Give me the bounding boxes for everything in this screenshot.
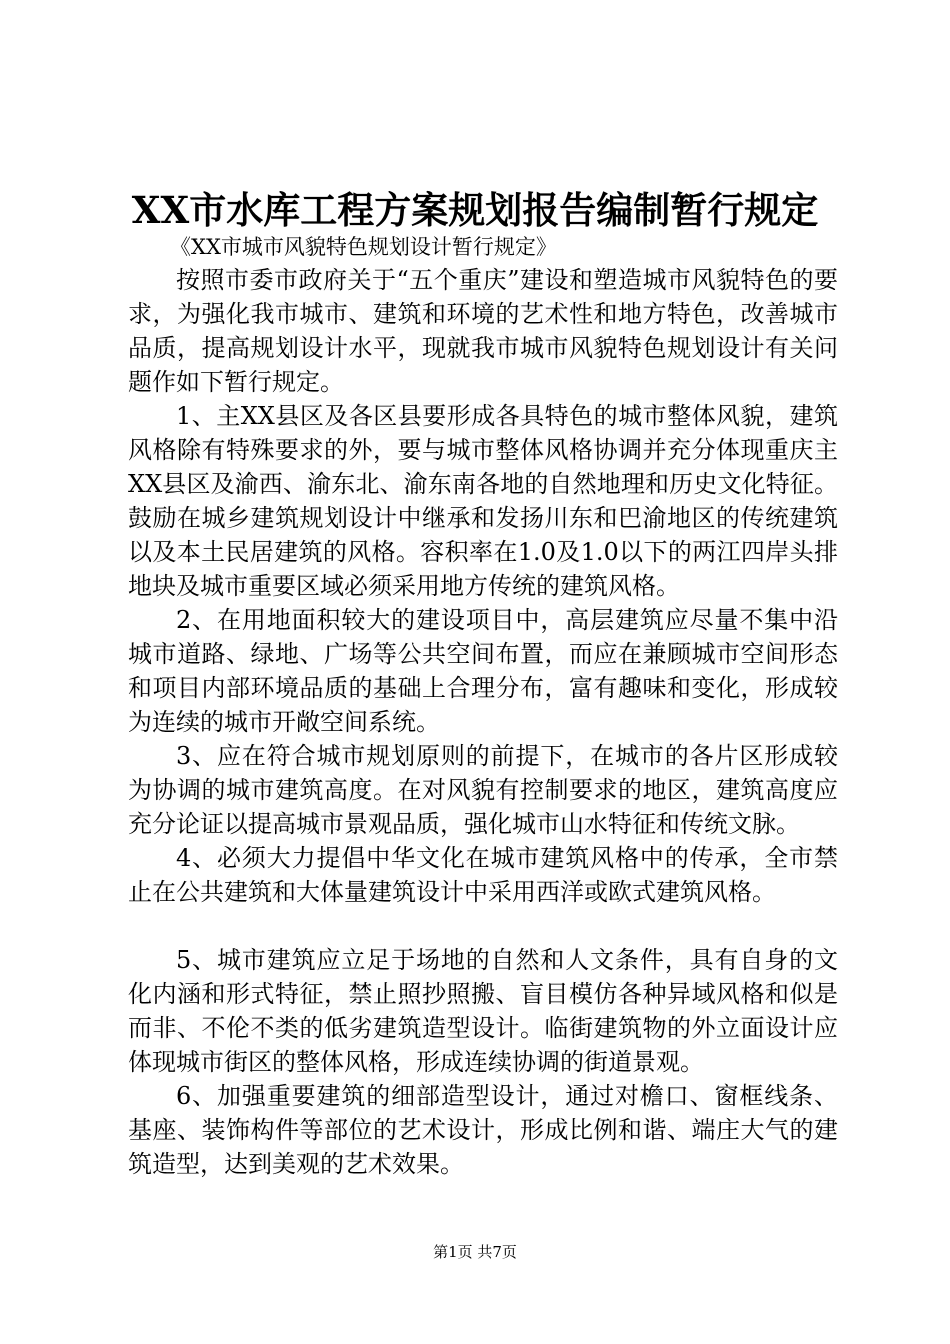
document-body bbox=[128, 232, 838, 1181]
document-subtitle: 《XX市城市风貌特色规划设计暂行规定》 bbox=[170, 235, 557, 259]
paragraph-item-5: 5、城市建筑应立足于场地的自然和人文条件，具有自身的文化内涵和形式特征，禁止照抄照搬、盲目模仿各种异域风格和似是而非、不伦不类的低劣建筑造型设计。临街建筑物的外立面设计应体现城市街区的整体风格，形成连续协调的街道景观。 bbox=[128, 946, 838, 1076]
page-indicator: 第1页 共7页 bbox=[433, 1243, 517, 1261]
paragraph-item-1: 1、主XX县区及各区县要形成各具特色的城市整体风貌，建筑风格除有特殊要求的外，要与城市整体风格协调并充分体现重庆主XX县区及渝西、渝东北、渝东南各地的自然地理和历史文化特征。鼓励在城乡建筑规划设计中继承和发扬川东和巴渝地区的传统建筑以及本土民居建筑的风格。容积率在1.0及1.0以下的两江四岸头排地块及城市重要区域必须采用地方传统的建筑风格。 bbox=[128, 402, 838, 600]
paragraph-item-6: 6、加强重要建筑的细部造型设计，通过对檐口、窗框线条、基座、装饰构件等部位的艺术设计，形成比例和谐、端庄大气的建筑造型，达到美观的艺术效果。 bbox=[128, 1082, 838, 1178]
paragraph-item-4: 4、必须大力提倡中华文化在城市建筑风格中的传承，全市禁止在公共建筑和大体量建筑设计中采用西洋或欧式建筑风格。 bbox=[128, 844, 838, 906]
paragraph-item-3: 3、应在符合城市规划原则的前提下，在城市的各片区形成较为协调的城市建筑高度。在对风貌有控制要求的地区，建筑高度应充分论证以提高城市景观品质，强化城市山水特征和传统文脉。 bbox=[128, 742, 838, 838]
paragraph-intro: 按照市委市政府关于“五个重庆”建设和塑造城市风貌特色的要求，为强化我市城市、建筑和环境的艺术性和地方特色，改善城市品质，提高规划设计水平，现就我市城市风貌特色规划设计有关问题作如下暂行规定。 bbox=[128, 266, 838, 396]
document-title: XX市水库工程方案规划报告编制暂行规定 bbox=[131, 188, 819, 232]
paragraph-item-2: 2、在用地面积较大的建设项目中，高层建筑应尽量不集中沿城市道路、绿地、广场等公共空间布置，而应在兼顾城市空间形态和项目内部环境品质的基础上合理分布，富有趣味和变化，形成较为连续的城市开敞空间系统。 bbox=[128, 606, 838, 736]
